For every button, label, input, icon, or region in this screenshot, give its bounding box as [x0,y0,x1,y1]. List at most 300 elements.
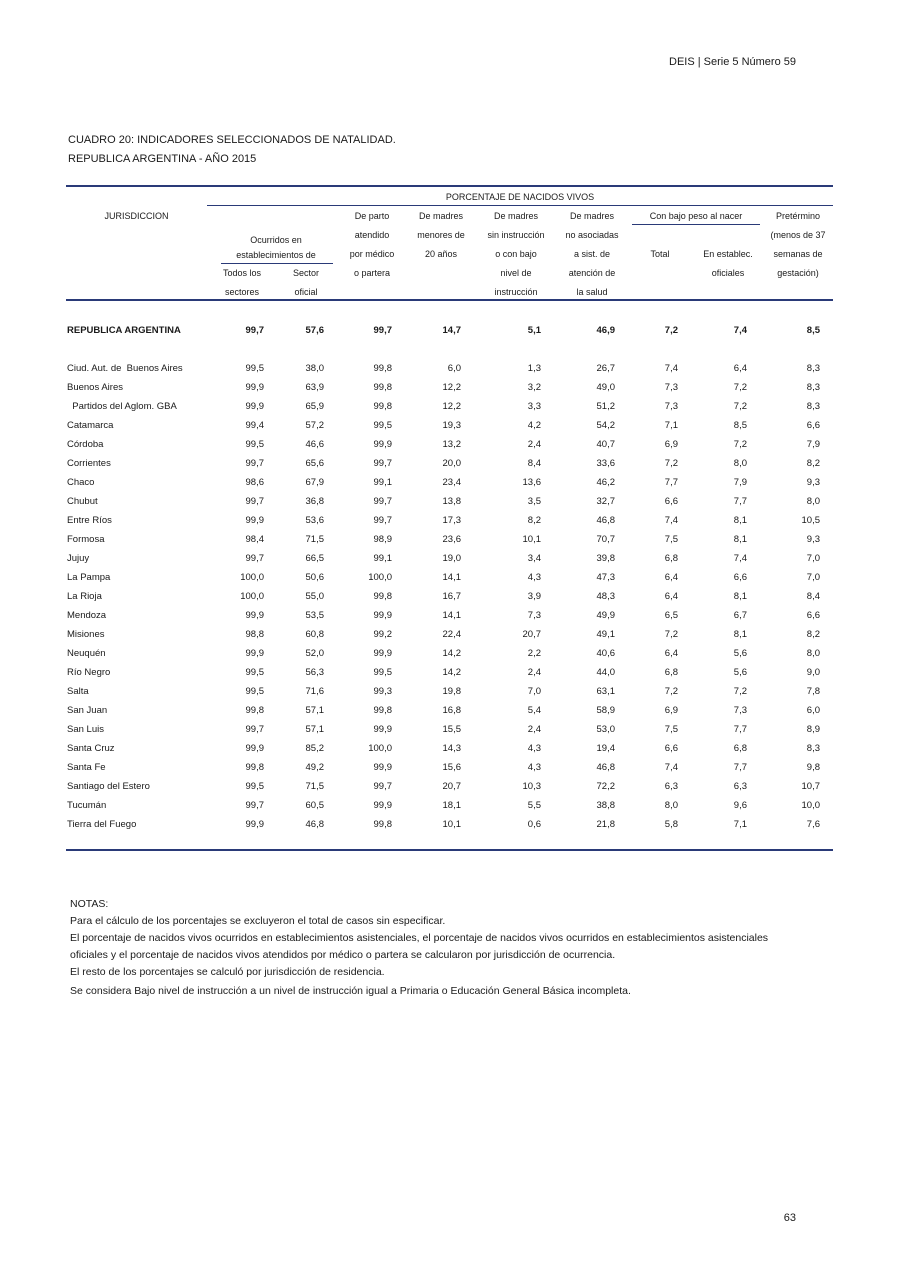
table-row [66,606,833,625]
cell-value: 6,6 [806,420,820,431]
cell-value: 100,0 [368,572,392,583]
header-parto: o partera [353,268,391,278]
cell-value: 9,0 [806,667,820,678]
cell-value: 53,5 [305,610,324,621]
note-line: Se considera Bajo nivel de instrucción a un nivel de instrucción igual a Primaria o Educación General Básica incompleta. [70,985,631,997]
cell-value: 6,0 [806,705,820,716]
jurisdiccion-name: Santiago del Estero [67,781,150,792]
cell-value: 99,8 [373,363,392,374]
cell-value: 19,3 [442,420,461,431]
cell-value: 7,3 [664,382,678,393]
cell-value: 54,2 [596,420,615,431]
cell-value: 5,6 [733,667,747,678]
header-madres-no-asociadas: la salud [576,287,608,297]
cell-value: 7,2 [664,325,678,336]
cell-value: 7,0 [806,553,820,564]
cell-value: 99,5 [245,363,264,374]
cell-value: 20,7 [442,781,461,792]
cell-value: 8,0 [664,800,678,811]
cell-value: 7,3 [527,610,541,621]
cell-value: 8,1 [733,629,747,640]
jurisdiccion-name: Entre Ríos [67,515,112,526]
cell-value: 6,9 [664,705,678,716]
cell-value: 7,4 [733,325,747,336]
header-pretermino: semanas de [773,249,823,259]
cell-value: 6,0 [447,363,461,374]
cell-value: 23,6 [442,534,461,545]
jurisdiccion-name: Chubut [67,496,98,507]
cell-value: 6,6 [664,496,678,507]
header-madres-no-asociadas: atención de [568,268,616,278]
cell-value: 99,9 [245,743,264,754]
header-madres-no-asociadas: De madres [569,211,614,221]
cell-value: 10,5 [801,515,820,526]
cell-value: 3,4 [527,553,541,564]
cell-value: 99,9 [373,648,392,659]
cell-value: 58,9 [596,705,615,716]
table-bottom-rule [66,849,833,851]
cell-value: 7,2 [733,439,747,450]
table-row [66,435,833,454]
cell-value: 8,1 [733,515,747,526]
cell-value: 55,0 [305,591,324,602]
cell-value: 44,0 [596,667,615,678]
cell-value: 5,1 [527,325,541,336]
cell-value: 16,8 [442,705,461,716]
cell-value: 12,2 [442,382,461,393]
cell-value: 15,6 [442,762,461,773]
cell-value: 8,5 [806,325,820,336]
jurisdiccion-name: Tierra del Fuego [67,819,137,830]
jurisdiccion-name: Misiones [67,629,105,640]
cell-value: 100,0 [368,743,392,754]
cell-value: 6,4 [664,648,678,659]
cell-value: 99,9 [245,819,264,830]
jurisdiccion-name: Santa Cruz [67,743,115,754]
cell-value: 52,0 [305,648,324,659]
jurisdiccion-name: Chaco [67,477,95,488]
cell-value: 7,0 [527,686,541,697]
cell-value: 98,9 [373,534,392,545]
cell-value: 10,1 [442,819,461,830]
jurisdiccion-name: Córdoba [67,439,104,450]
note-line: Para el cálculo de los porcentajes se excluyeron el total de casos sin especificar. [70,915,446,927]
cell-value: 66,5 [305,553,324,564]
cell-value: 57,2 [305,420,324,431]
cell-value: 8,0 [806,648,820,659]
cell-value: 2,4 [527,667,541,678]
cell-value: 46,8 [596,762,615,773]
header-madres-sin-instruccion: instrucción [494,287,538,297]
cell-value: 6,6 [806,610,820,621]
jurisdiccion-name: Mendoza [67,610,107,621]
cell-value: 14,1 [442,610,461,621]
table-row [66,492,833,511]
cell-value: 6,3 [664,781,678,792]
table-row [66,796,833,815]
cell-value: 8,3 [806,401,820,412]
cell-value: 51,2 [596,401,615,412]
table-title: CUADRO 20: INDICADORES SELECCIONADOS DE NATALIDAD. [68,134,396,146]
jurisdiccion-name: Jujuy [67,553,90,564]
cell-value: 49,1 [596,629,615,640]
cell-value: 8,2 [806,629,820,640]
note-line: El resto de los porcentajes se calculó por jurisdicción de residencia. [70,966,385,978]
cell-value: 53,6 [305,515,324,526]
header-madres-no-asociadas: no asociadas [565,230,619,240]
page-number: 63 [783,1212,796,1224]
jurisdiccion-name: Río Negro [67,667,111,678]
cell-value: 8,2 [806,458,820,469]
jurisdiccion-name: Catamarca [67,420,114,431]
header-parto: De parto [354,211,390,221]
cell-value: 99,7 [373,496,392,507]
cell-value: 5,4 [527,705,541,716]
header-madres-menores: menores de [417,230,465,240]
cell-value: 3,5 [527,496,541,507]
cell-value: 99,9 [373,439,392,450]
cell-value: 7,8 [806,686,820,697]
jurisdiccion-name: Neuquén [67,648,106,659]
cell-value: 14,7 [442,325,461,336]
header-jurisdiccion: JURISDICCION [104,211,169,221]
cell-value: 99,8 [373,401,392,412]
group-header: PORCENTAJE DE NACIDOS VIVOS [445,192,595,202]
cell-value: 7,3 [733,705,747,716]
header-ocurridos: establecimientos de [236,250,316,260]
cell-value: 8,3 [806,363,820,374]
jurisdiccion-name: Salta [67,686,89,697]
cell-value: 7,3 [664,401,678,412]
header-bajo-peso-total: Total [650,249,670,259]
header-sector-oficial: Sector [292,268,319,278]
cell-value: 8,5 [733,420,747,431]
cell-value: 99,9 [245,648,264,659]
cell-value: 13,8 [442,496,461,507]
cell-value: 99,7 [245,325,264,336]
cell-value: 57,1 [305,705,324,716]
cell-value: 99,5 [245,667,264,678]
header-madres-sin-instruccion: o con bajo [495,249,537,259]
cell-value: 99,9 [373,610,392,621]
cell-value: 99,8 [245,705,264,716]
header-madres-sin-instruccion: De madres [493,211,538,221]
cell-value: 53,0 [596,724,615,735]
cell-value: 18,1 [442,800,461,811]
table-row [66,587,833,606]
cell-value: 4,3 [527,743,541,754]
cell-value: 99,8 [373,819,392,830]
cell-value: 7,6 [806,819,820,830]
cell-value: 99,9 [245,610,264,621]
cell-value: 6,6 [733,572,747,583]
cell-value: 7,2 [733,382,747,393]
table-header-bottom-rule [66,299,833,301]
cell-value: 32,7 [596,496,615,507]
cell-value: 60,5 [305,800,324,811]
cell-value: 33,6 [596,458,615,469]
cell-value: 14,2 [442,648,461,659]
cell-value: 6,8 [664,667,678,678]
cell-value: 1,3 [527,363,541,374]
cell-value: 26,7 [596,363,615,374]
cell-value: 99,8 [245,762,264,773]
cell-value: 8,1 [733,534,747,545]
cell-value: 7,1 [664,420,678,431]
cell-value: 7,0 [806,572,820,583]
notes [70,896,830,1000]
cell-value: 56,3 [305,667,324,678]
table-row [66,682,833,701]
cell-value: 99,5 [373,420,392,431]
table-row [66,454,833,473]
cell-value: 99,7 [373,458,392,469]
header-todos: Todos los [222,268,262,278]
group-header-rule [207,205,833,206]
cell-value: 48,3 [596,591,615,602]
cell-value: 7,9 [806,439,820,450]
cell-value: 36,8 [305,496,324,507]
cell-value: 4,2 [527,420,541,431]
cell-value: 98,6 [245,477,264,488]
cell-value: 8,0 [806,496,820,507]
jurisdiccion-name: San Luis [67,724,104,735]
cell-value: 57,1 [305,724,324,735]
cell-value: 49,2 [305,762,324,773]
table-top-rule [66,185,833,187]
cell-value: 40,7 [596,439,615,450]
cell-value: 9,8 [806,762,820,773]
cell-value: 46,2 [596,477,615,488]
cell-value: 4,3 [527,572,541,583]
cell-value: 7,1 [733,819,747,830]
cell-value: 99,8 [373,382,392,393]
cell-value: 2,2 [527,648,541,659]
header-pretermino: gestación) [777,268,819,278]
cell-value: 40,6 [596,648,615,659]
header-todos: sectores [224,287,259,297]
cell-value: 6,3 [733,781,747,792]
bajo-peso-rule [632,224,760,225]
cell-value: 8,9 [806,724,820,735]
cell-value: 99,1 [373,477,392,488]
cell-value: 63,9 [305,382,324,393]
jurisdiccion-name: Corrientes [67,458,111,469]
notes-heading: NOTAS: [70,898,109,910]
cell-value: 71,6 [305,686,324,697]
cell-value: 6,4 [664,572,678,583]
cell-value: 9,6 [733,800,747,811]
table-row [66,663,833,682]
cell-value: 99,1 [373,553,392,564]
cell-value: 3,2 [527,382,541,393]
jurisdiccion-name: La Pampa [67,572,111,583]
cell-value: 99,7 [245,496,264,507]
jurisdiccion-name: La Rioja [67,591,102,602]
header-parto: por médico [349,249,395,259]
cell-value: 7,2 [664,629,678,640]
cell-value: 8,0 [733,458,747,469]
header-madres-menores: 20 años [424,249,458,259]
cell-value: 46,6 [305,439,324,450]
cell-value: 7,7 [664,477,678,488]
cell-value: 99,8 [373,591,392,602]
table-row [66,815,833,834]
cell-value: 10,0 [801,800,820,811]
cell-value: 6,6 [664,743,678,754]
table-row [66,473,833,492]
cell-value: 4,3 [527,762,541,773]
jurisdiccion-name: San Juan [67,705,108,716]
cell-value: 99,7 [245,458,264,469]
header-ocurridos: Ocurridos en [250,235,302,245]
header-bajo-peso-establec: En establec. [703,249,753,259]
cell-value: 99,7 [373,325,392,336]
cell-value: 50,6 [305,572,324,583]
cell-value: 7,7 [733,762,747,773]
cell-value: 99,7 [373,781,392,792]
cell-value: 7,4 [664,363,678,374]
cell-value: 7,7 [733,496,747,507]
jurisdiccion-name: Santa Fe [67,762,106,773]
cell-value: 16,7 [442,591,461,602]
jurisdiccion-name: Partidos del Aglom. GBA [67,401,177,412]
cell-value: 7,2 [733,686,747,697]
table-row [66,378,833,397]
cell-value: 100,0 [240,591,264,602]
cell-value: 47,3 [596,572,615,583]
cell-value: 99,4 [245,420,264,431]
table-subtitle: REPUBLICA ARGENTINA - AÑO 2015 [68,153,257,165]
cell-value: 13,6 [522,477,541,488]
cell-value: 8,4 [527,458,541,469]
cell-value: 46,8 [305,819,324,830]
table-row [66,644,833,663]
cell-value: 6,8 [733,743,747,754]
cell-value: 3,9 [527,591,541,602]
note-line: oficiales y el porcentaje de nacidos vivos atendidos por médico o partera se calcularon por jurisdicción de ocurrencia. [70,949,616,961]
cell-value: 12,2 [442,401,461,412]
table-row [66,416,833,435]
header-bajo-peso-establec: oficiales [711,268,745,278]
cell-value: 99,9 [373,762,392,773]
cell-value: 2,4 [527,724,541,735]
cell-value: 6,8 [664,553,678,564]
total-row [66,321,833,340]
cell-value: 7,2 [733,401,747,412]
cell-value: 99,7 [245,553,264,564]
table-row [66,739,833,758]
cell-value: 99,5 [245,439,264,450]
cell-value: 67,9 [305,477,324,488]
table-row [66,625,833,644]
header-pretermino: Pretérmino [775,211,820,221]
cell-value: 19,0 [442,553,461,564]
cell-value: 17,3 [442,515,461,526]
header-sector-oficial: oficial [294,287,318,297]
note-line: El porcentaje de nacidos vivos ocurridos en establecimientos asistenciales, el porcentaje de nacidos vivos ocurridos en establecimientos asistenciales [70,932,769,944]
cell-value: 99,5 [245,781,264,792]
cell-value: 99,5 [373,667,392,678]
cell-value: 19,4 [596,743,615,754]
cell-value: 0,6 [527,819,541,830]
cell-value: 7,5 [664,534,678,545]
cell-value: 10,7 [801,781,820,792]
cell-value: 99,9 [245,382,264,393]
cell-value: 99,9 [245,401,264,412]
table-row [66,777,833,796]
cell-value: 60,8 [305,629,324,640]
cell-value: 6,4 [733,363,747,374]
cell-value: 22,4 [442,629,461,640]
jurisdiccion-name: REPUBLICA ARGENTINA [67,325,181,336]
cell-value: 63,1 [596,686,615,697]
cell-value: 2,4 [527,439,541,450]
cell-value: 70,7 [596,534,615,545]
cell-value: 23,4 [442,477,461,488]
table-row [66,359,833,378]
table-row [66,397,833,416]
cell-value: 6,7 [733,610,747,621]
table-row [66,568,833,587]
cell-value: 39,8 [596,553,615,564]
cell-value: 7,4 [664,515,678,526]
cell-value: 5,8 [664,819,678,830]
cell-value: 15,5 [442,724,461,735]
cell-value: 38,8 [596,800,615,811]
cell-value: 6,4 [664,591,678,602]
table-row [66,758,833,777]
cell-value: 7,4 [664,762,678,773]
cell-value: 8,3 [806,382,820,393]
cell-value: 10,1 [522,534,541,545]
cell-value: 7,5 [664,724,678,735]
jurisdiccion-name: Formosa [67,534,105,545]
cell-value: 13,2 [442,439,461,450]
cell-value: 99,7 [373,515,392,526]
cell-value: 46,9 [596,325,615,336]
cell-value: 7,2 [664,458,678,469]
cell-value: 10,3 [522,781,541,792]
cell-value: 99,3 [373,686,392,697]
header-bajo-peso: Con bajo peso al nacer [649,211,743,221]
cell-value: 100,0 [240,572,264,583]
table-row [66,701,833,720]
cell-value: 65,9 [305,401,324,412]
cell-value: 8,2 [527,515,541,526]
cell-value: 5,5 [527,800,541,811]
cell-value: 99,9 [373,800,392,811]
cell-value: 6,5 [664,610,678,621]
cell-value: 99,5 [245,686,264,697]
cell-value: 99,7 [245,800,264,811]
cell-value: 21,8 [596,819,615,830]
cell-value: 8,1 [733,591,747,602]
jurisdiccion-name: Buenos Aires [67,382,123,393]
cell-value: 7,4 [733,553,747,564]
cell-value: 3,3 [527,401,541,412]
cell-value: 99,9 [245,515,264,526]
header-parto: atendido [354,230,390,240]
cell-value: 72,2 [596,781,615,792]
cell-value: 8,4 [806,591,820,602]
cell-value: 85,2 [305,743,324,754]
cell-value: 7,7 [733,724,747,735]
cell-value: 49,9 [596,610,615,621]
header-pretermino: (menos de 37 [770,230,826,240]
series-header: DEIS | Serie 5 Número 59 [669,56,796,68]
table-row [66,549,833,568]
